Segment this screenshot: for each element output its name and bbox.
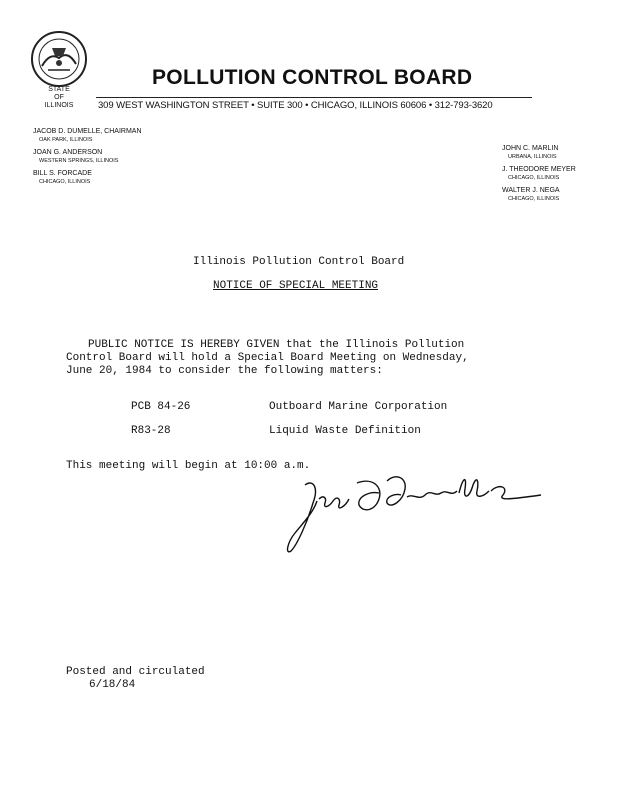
paragraph-line: PUBLIC NOTICE IS HEREBY GIVEN that the Illinois Pollution xyxy=(88,339,465,351)
signature-icon xyxy=(283,473,543,563)
board-members-left xyxy=(33,128,142,191)
meeting-time: This meeting will begin at 10:00 a.m. xyxy=(66,460,311,472)
paragraph-line: Control Board will hold a Special Board Meeting on Wednesday, xyxy=(66,352,469,364)
member-name: BILL S. FORCADE xyxy=(33,170,92,177)
member-city: CHICAGO, ILLINOIS xyxy=(39,179,91,185)
letterhead-divider xyxy=(96,97,532,98)
notice-heading: Illinois Pollution Control Board xyxy=(193,256,405,268)
member-entry xyxy=(502,166,576,182)
state-seal-icon xyxy=(30,30,88,88)
member-name: J. THEODORE MEYER xyxy=(502,166,576,173)
member-name: WALTER J. NEGA xyxy=(502,187,560,194)
board-members-right xyxy=(502,145,576,208)
member-city: URBANA, ILLINOIS xyxy=(508,154,557,160)
seal-caption: STATE OF ILLINOIS xyxy=(44,86,74,109)
member-city: WESTERN SPRINGS, ILLINOIS xyxy=(39,158,119,164)
matter-code: R83-28 xyxy=(131,425,171,437)
member-entry xyxy=(33,128,142,144)
notice-title: NOTICE OF SPECIAL MEETING xyxy=(213,280,379,292)
member-entry xyxy=(502,145,576,161)
posted-date: 6/18/84 xyxy=(89,679,136,691)
matter-description: Outboard Marine Corporation xyxy=(269,401,448,413)
member-name: JOHN C. MARLIN xyxy=(502,145,559,152)
member-name: JOAN G. ANDERSON xyxy=(33,149,103,156)
member-city: OAK PARK, ILLINOIS xyxy=(39,137,93,143)
member-city: CHICAGO, ILLINOIS xyxy=(508,175,560,181)
member-name: JACOB D. DUMELLE, CHAIRMAN xyxy=(33,128,142,135)
matter-description: Liquid Waste Definition xyxy=(269,425,421,437)
board-name: POLLUTION CONTROL BOARD xyxy=(152,66,473,89)
matter-code: PCB 84-26 xyxy=(131,401,191,413)
member-city: CHICAGO, ILLINOIS xyxy=(508,196,560,202)
member-entry xyxy=(502,187,576,203)
posted-label: Posted and circulated xyxy=(66,666,205,678)
member-entry xyxy=(33,170,142,186)
paragraph-line: June 20, 1984 to consider the following matters: xyxy=(66,365,383,377)
member-entry xyxy=(33,149,142,165)
board-address: 309 WEST WASHINGTON STREET • SUITE 300 • CHICAGO, ILLINOIS 60606 • 312-793-3620 xyxy=(98,100,493,111)
posted-notice xyxy=(66,666,205,692)
notice-paragraph xyxy=(66,339,469,378)
